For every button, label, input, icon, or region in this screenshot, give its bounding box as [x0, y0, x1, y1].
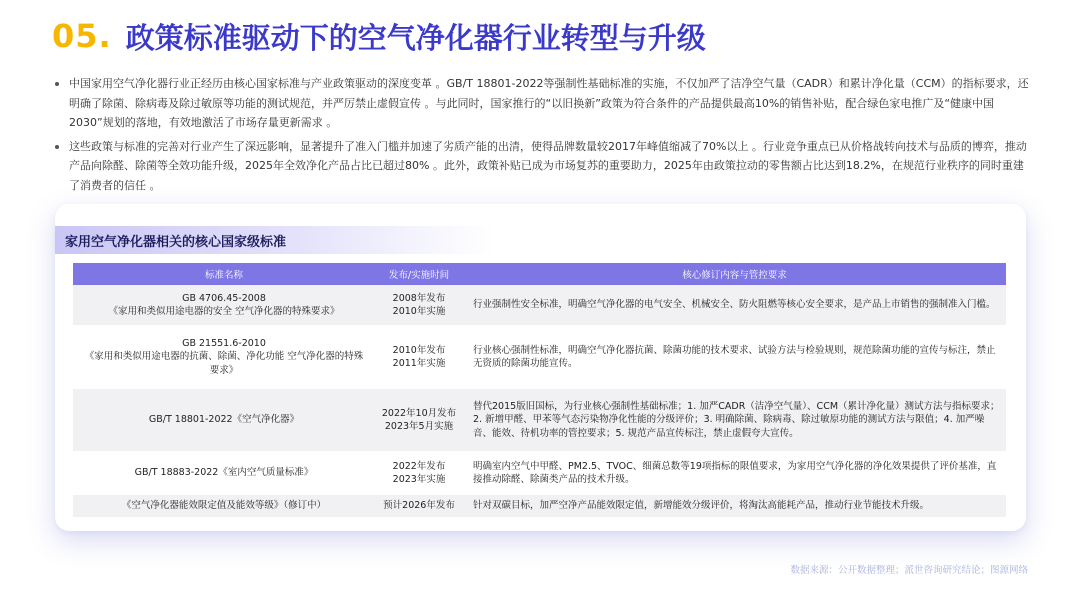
cell-time: [375, 326, 463, 388]
cell-name: [73, 285, 375, 325]
standard-title: GB/T 18883-2022《室内空气质量标准》: [134, 467, 314, 479]
publish-time: 2008年发布: [392, 292, 446, 304]
table-row: [73, 389, 1006, 452]
column-header-name: 标准名称: [204, 270, 243, 281]
cell-time: [375, 389, 463, 451]
card-header: [55, 226, 495, 254]
implement-time: 2023年实施: [392, 474, 446, 485]
implement-time: 2011年实施: [392, 358, 446, 369]
implement-time: 2023年5月实施: [384, 421, 454, 432]
cell-name: [73, 495, 375, 517]
table-row: [73, 285, 1006, 326]
data-source-note: 数据来源：公开数据整理；派世咨询研究结论；图源网络: [790, 565, 1028, 576]
table-row: [73, 495, 1006, 518]
publish-time: 预计2026年发布: [383, 500, 455, 512]
bullet-dot-icon: [52, 137, 69, 196]
standard-title: 《空气净化器能效限定值及能效等级》（修订中）: [121, 500, 327, 512]
standard-code: GB 4706.45-2008: [182, 292, 266, 304]
cell-content: 替代2015版旧国标，为行业核心强制性基础标准；1. 加严CADR（洁净空气量）、CCM（累计净化量）测试方法与指标要求；2. 新增甲醛、甲苯等气态污染物净化性能的分级评价；3. 明确除菌、除病毒、除过敏原功能的测试方法与限值；4. 加严噪音、能效、待机功率的管控要求；5. 规范产品宣传标注，禁止虚假夸大宣传。: [473, 400, 1000, 439]
card-title: 家用空气净化器相关的核心国家级标准: [65, 234, 287, 250]
publish-time: 2022年10月发布: [381, 407, 457, 419]
bullet-item: [52, 74, 1032, 133]
bullet-item: [52, 137, 1032, 196]
cell-name: [73, 389, 375, 451]
page-title: [52, 14, 706, 58]
bullet-text: 中国家用空气净化器行业正经历由核心国家标准与产业政策驱动的深度变革 。GB/T 18801-2022等强制性基础标准的实施，不仅加严了洁净空气量（CADR）和累计净化量（CCM）的指标要求，还明确了除菌、除病毒及除过敏原等功能的测试规范，并严厉禁止虚假宣传 。与此同时，国家推行的“以旧换新”政策为符合条件的产品提供最高10%的销售补贴，配合绿色家电推广及“健康中国2030”规划的落地，有效地激活了市场存量更新需求 。: [69, 77, 1029, 129]
bullet-dot-icon: [52, 74, 69, 133]
bullet-text: 这些政策与标准的完善对行业产生了深远影响，显著提升了准入门槛并加速了劣质产能的出清，使得品牌数量较2017年峰值缩减了70%以上 。行业竞争重点已从价格战转向技术与品质的博弈，推动产品向除醛、除菌等全效功能升级，2025年全效净化产品占比已超过80% 。此外，政策补贴已成为市场复苏的重要助力，2025年由政策拉动的零售额占比达到18.2%，在规范行业秩序的同时重建了消费者的信任 。: [69, 139, 1027, 192]
cell-name: [73, 326, 375, 388]
cell-time: [375, 452, 463, 494]
table-header: [73, 263, 1006, 285]
cell-name: [73, 452, 375, 494]
publish-time: 2010年发布: [392, 344, 446, 356]
column-header-content: 核心修订内容与管控要求: [682, 270, 787, 281]
standard-title: GB/T 18801-2022《空气净化器》: [148, 414, 300, 426]
column-header-time: 发布/实施时间: [388, 270, 450, 281]
intro-bullets: [52, 74, 1032, 199]
standard-title: 《家用和类似用途电器的抗菌、除菌、净化功能 空气净化器的特殊要求》: [84, 351, 364, 376]
section-number: 05.: [52, 17, 112, 55]
implement-time: 2010年实施: [392, 306, 446, 317]
table-row: [73, 326, 1006, 389]
standards-card: [55, 204, 1026, 531]
cell-content: 明确室内空气中甲醛、PM2.5、TVOC、细菌总数等19项指标的限值要求，为家用空气净化器的净化效果提供了评价基准，直接推动除醛、除菌类产品的技术升级。: [473, 460, 997, 485]
table-row: [73, 452, 1006, 495]
section-title: 政策标准驱动下的空气净化器行业转型与升级: [125, 20, 706, 55]
cell-content: 行业强制性安全标准，明确空气净化器的电气安全、机械安全、防火阻燃等核心安全要求，是产品上市销售的强制准入门槛。: [473, 299, 996, 311]
standard-title: 《家用和类似用途电器的安全 空气净化器的特殊要求》: [108, 306, 340, 317]
cell-time: [375, 285, 463, 325]
cell-content: 针对双碳目标，加严空净产品能效限定值，新增能效分级评价，将淘汰高能耗产品，推动行业节能技术升级。: [473, 500, 930, 512]
cell-time: [375, 495, 463, 517]
cell-content: 行业核心强制性标准，明确空气净化器抗菌、除菌功能的技术要求、试验方法与检验规则，规范除菌功能的宣传与标注，禁止无资质的除菌功能宣传。: [473, 344, 996, 369]
standard-code: GB 21551.6-2010: [182, 337, 266, 349]
standards-table: [73, 263, 1006, 518]
publish-time: 2022年发布: [392, 460, 446, 472]
